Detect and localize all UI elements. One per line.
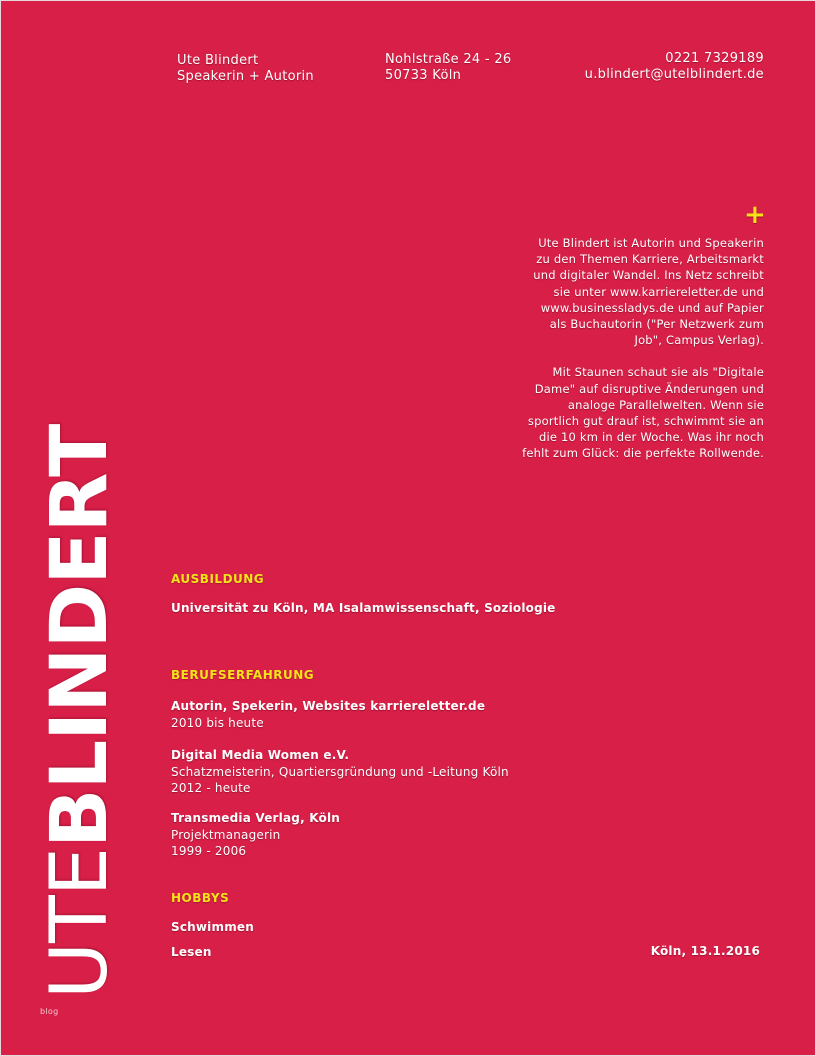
header-street: Nohlstraße 24 - 26	[385, 52, 512, 67]
job-heading: Transmedia Verlag, Köln	[171, 811, 341, 825]
hobby-item: Schwimmen	[171, 920, 254, 934]
job-detail: 1999 - 2006	[171, 844, 247, 858]
job-detail: Projektmanagerin	[171, 828, 281, 842]
section-title-hobbies: HOBBYS	[171, 891, 230, 905]
watermark-text: blog	[40, 1007, 59, 1016]
bio-paragraph: Mit Staunen schaut sie als "Digitale Dame" auf disruptive Änderungen und analoge Parallelwelten. Wenn sie sportlich gut drauf ist, schwimmt sie an die 10 km in der Woche. Was ihr noch fehlt zum Glück: die perfekte Rollwende.	[522, 365, 764, 461]
section-title-experience: BERUFSERFAHRUNG	[171, 668, 315, 682]
job-heading: Autorin, Spekerin, Websites karriereletter.de	[171, 699, 486, 713]
vertical-first-name: UTE	[35, 847, 125, 999]
header-role: Speakerin + Autorin	[177, 69, 314, 84]
hobby-item: Lesen	[171, 945, 212, 959]
job-detail: 2010 bis heute	[171, 716, 264, 730]
bio-text	[521, 235, 764, 478]
plus-icon: +	[744, 200, 766, 230]
education-entry: Universität zu Köln, MA Isalamwissenschaft, Soziologie	[171, 601, 556, 615]
place-date: Köln, 13.1.2016	[650, 944, 760, 958]
header-name-block	[177, 53, 314, 85]
header-phone: 0221 7329189	[665, 51, 764, 66]
header-address-block	[385, 52, 511, 84]
vertical-last-name: BLINDERT	[35, 424, 125, 848]
vertical-name	[35, 391, 125, 999]
job-detail: Schatzmeisterin, Quartiersgründung und -Leitung Köln	[171, 765, 509, 779]
header-email: u.blindert@utelblindert.de	[584, 67, 764, 82]
header-name: Ute Blindert	[177, 53, 259, 68]
job-detail: 2012 - heute	[171, 781, 251, 795]
bio-paragraph: Ute Blindert ist Autorin und Speakerin zu den Themen Karriere, Arbeitsmarkt und digitaler Wandel. Ins Netz schreibt sie unter www.karriereletter.de und www.businessladys.de und auf Papier als Buchautorin ("Per Netzwerk zum Job", Campus Verlag).	[533, 236, 764, 348]
section-title-education: AUSBILDUNG	[171, 572, 265, 586]
vertical-name-text	[35, 424, 125, 999]
header-contact-block	[561, 51, 764, 83]
header-city: 50733 Köln	[385, 68, 462, 83]
job-heading: Digital Media Women e.V.	[171, 748, 350, 762]
